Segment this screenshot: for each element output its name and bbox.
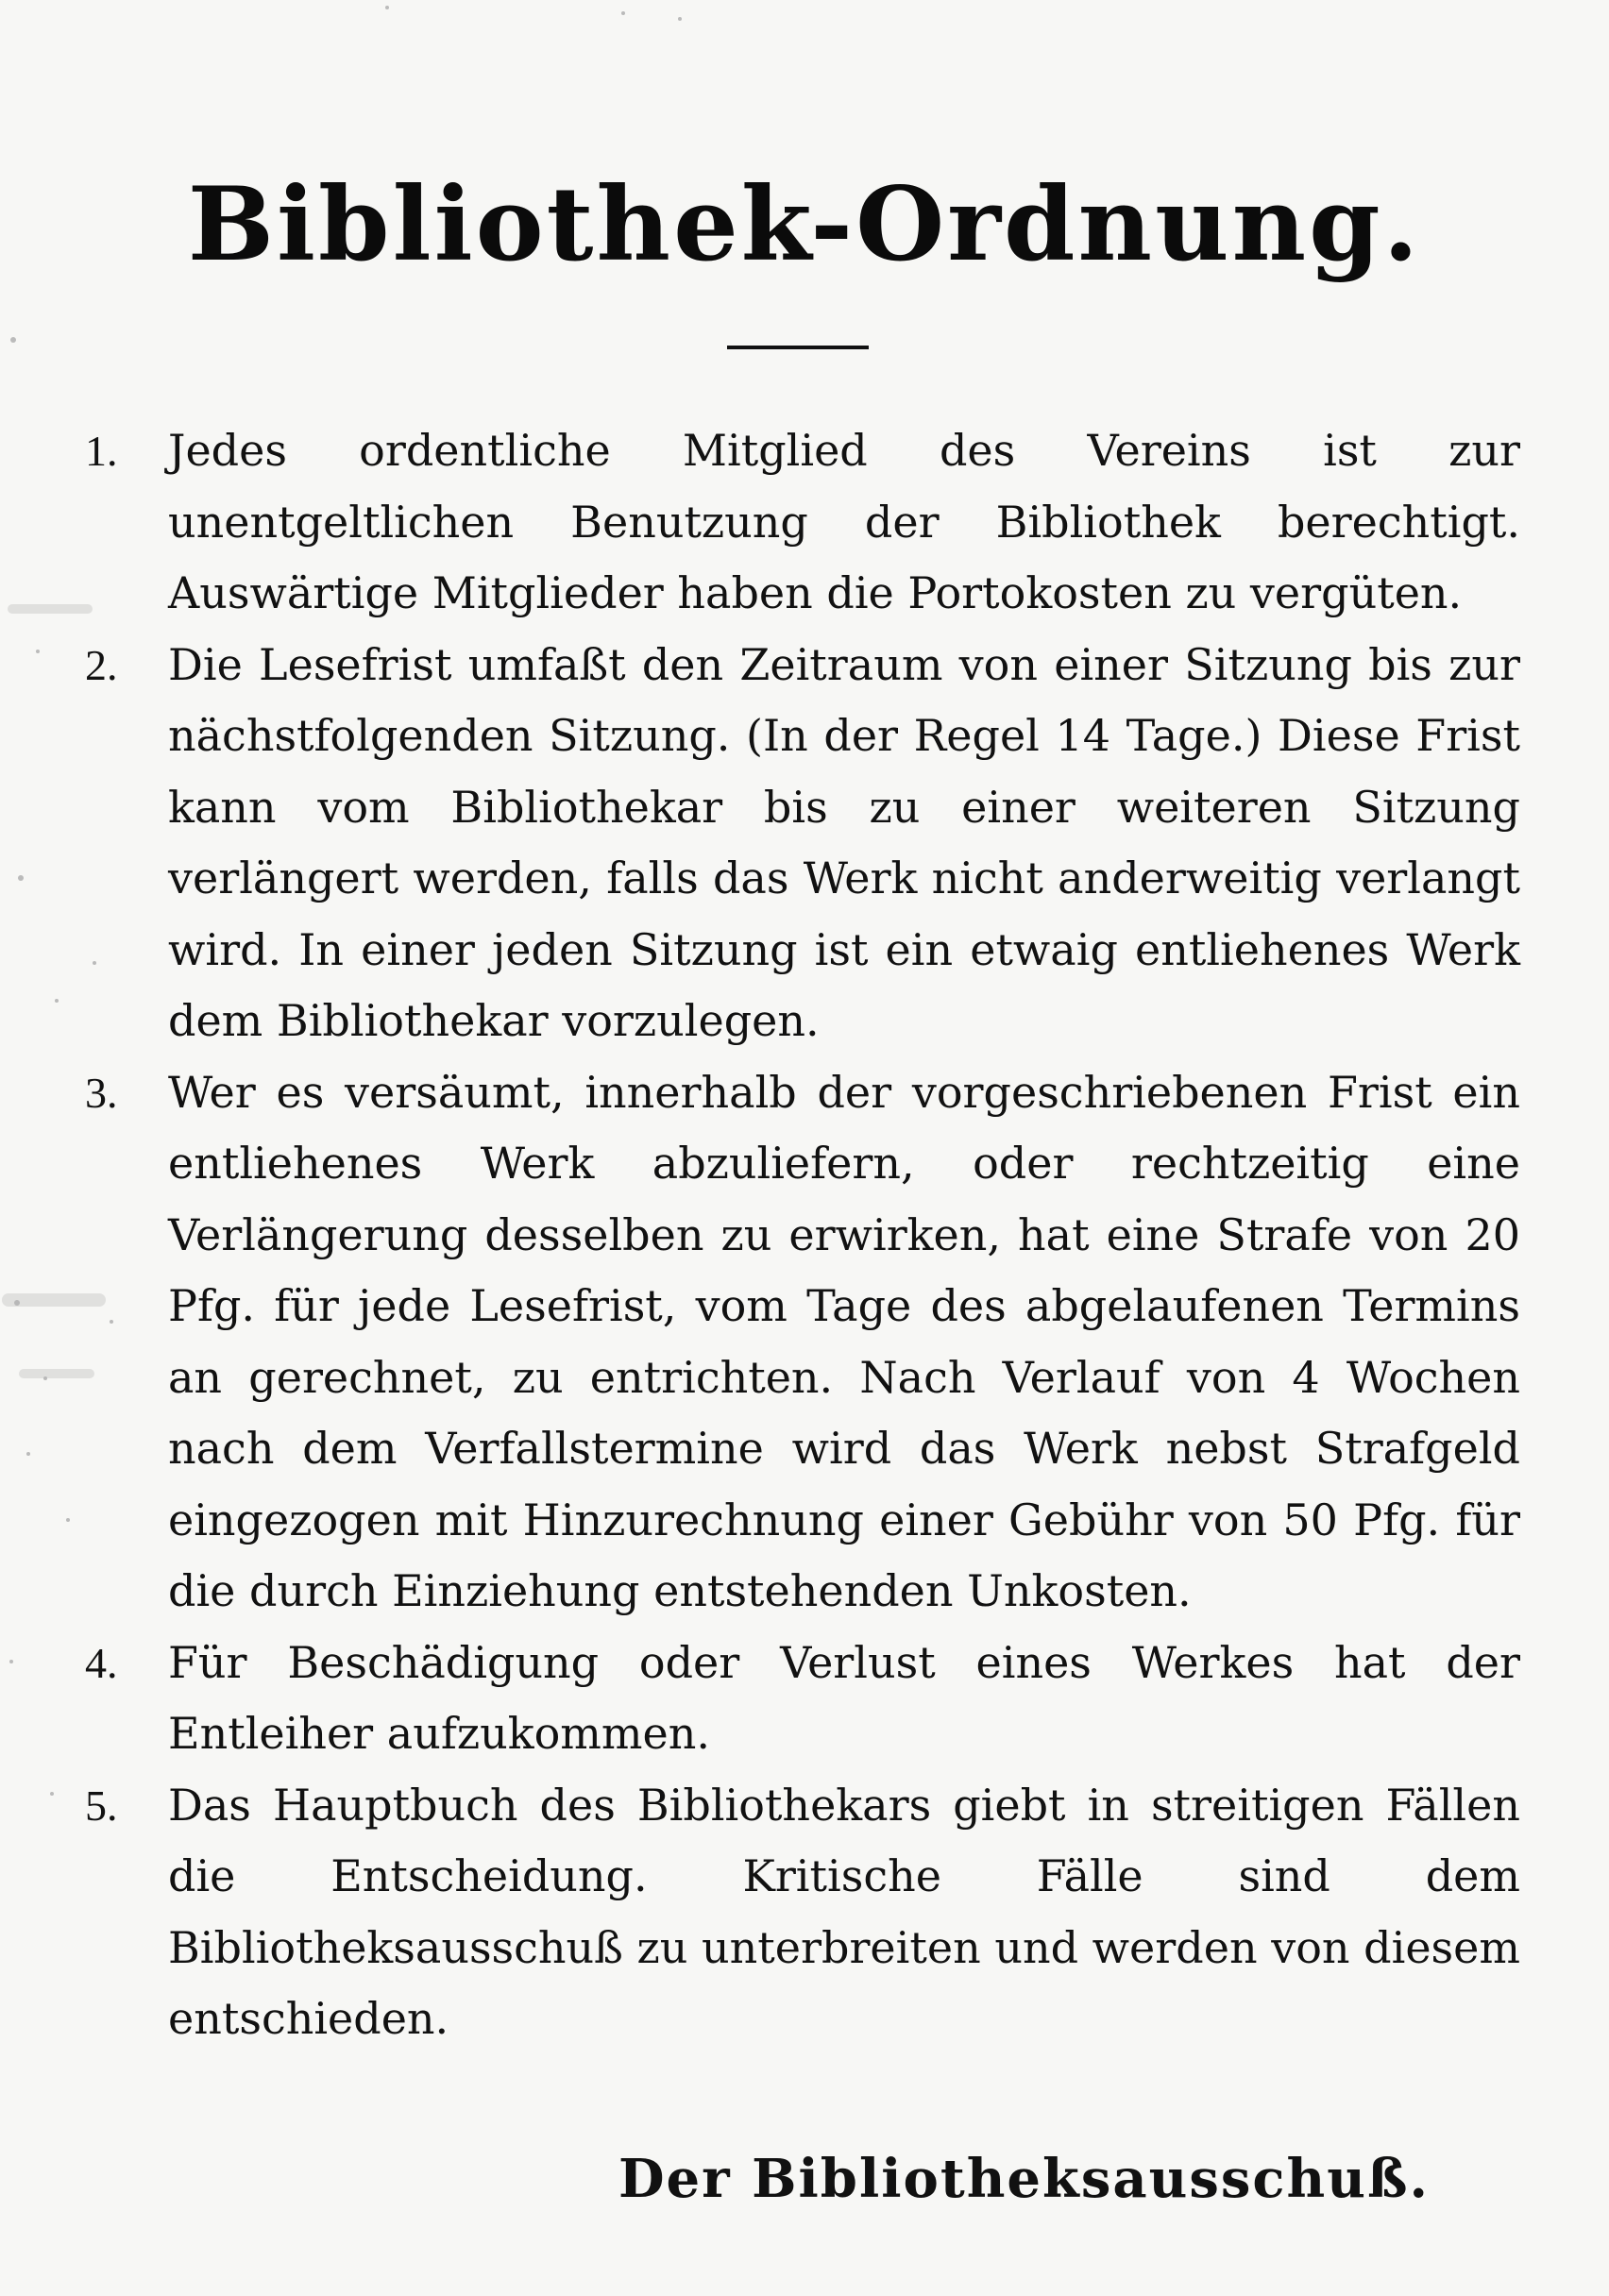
rule-text: Wer es versäumt, innerhalb der vorgeschriebenen Frist ein entliehenes Werk abzuliefern, oder rechtzeitig eine Verlängerung desselben zu erwirken, hat eine Strafe von 20 Pfg. für jede Lesefrist, vom Tage des abgelaufenen Termins an gerechnet, zu entrichten. Nach Verlauf von 4 Wochen nach dem Verfallstermine wird das Werk nebst Strafgeld eingezogen mit Hinzurechnung einer Gebühr von 50 Pfg. für die durch Einziehung entstehenden Unkosten.: [168, 1066, 1520, 1616]
rule-number: 3.: [85, 1068, 118, 1117]
rule-item-1: [85, 415, 1520, 630]
rule-number: 2.: [85, 640, 118, 689]
rule-text: Jedes ordentliche Mitglied des Vereins ist zur unentgeltlichen Benutzung der Bibliothek berechtigt. Auswärtige Mitglieder haben die Portokosten zu vergüten.: [168, 425, 1520, 618]
rule-number: 4.: [85, 1638, 118, 1687]
rule-text: Das Hauptbuch des Bibliothekars giebt in streitigen Fällen die Entscheidung. Kritische Fälle sind dem Bibliotheksausschuß zu unterbreiten und werden von diesem entschieden.: [168, 1779, 1520, 2044]
rule-item-3: [85, 1057, 1520, 1628]
rule-item-4: [85, 1628, 1520, 1770]
document-title: Bibliothek-Ordnung.: [187, 165, 1422, 284]
rule-number: 5.: [85, 1781, 118, 1830]
rule-item-5: [85, 1770, 1520, 2055]
signature: Der Bibliotheksausschuß.: [618, 2148, 1430, 2210]
rules-list: [85, 415, 1520, 2055]
rule-number: 1.: [85, 427, 118, 475]
rule-text: Für Beschädigung oder Verlust eines Werkes hat der Entleiher aufzukommen.: [168, 1636, 1520, 1759]
rule-item-2: [85, 630, 1520, 1057]
title-divider: [727, 346, 869, 349]
rule-text: Die Lesefrist umfaßt den Zeitraum von einer Sitzung bis zur nächstfolgenden Sitzung. (In der Regel 14 Tage.) Diese Frist kann vom Bibliothekar bis zu einer weiteren Sitzung verlängert werden, falls das Werk nicht anderweitig verlangt wird. In einer jeden Sitzung ist ein etwaig entliehenes Werk dem Bibliothekar vorzulegen.: [168, 638, 1520, 1046]
